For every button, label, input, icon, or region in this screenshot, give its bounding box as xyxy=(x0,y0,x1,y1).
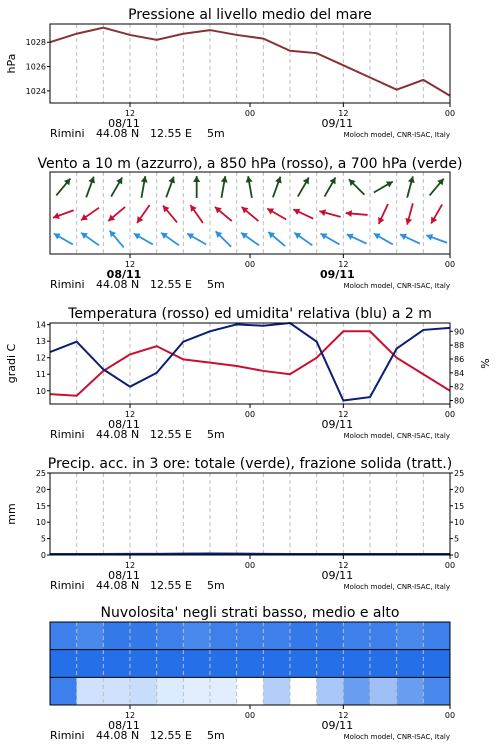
y-tick-label: 10 xyxy=(35,518,46,528)
wind-arrow xyxy=(407,176,415,197)
wind-arrow xyxy=(405,203,413,224)
wind-arrow xyxy=(111,177,122,196)
y-tick-label: 20 xyxy=(35,485,46,495)
wind-arrow xyxy=(347,234,367,244)
cloud-cell xyxy=(210,650,237,678)
footer-longitude: 12.55 E xyxy=(150,579,192,592)
time-tick-label: 12 xyxy=(338,109,349,118)
cloud-cell xyxy=(263,650,290,678)
footer-latitude: 44.08 N xyxy=(96,278,140,291)
chart-title: Nuvolosita' negli strati basso, medio e alto xyxy=(100,605,400,621)
footer-latitude: 44.08 N xyxy=(96,428,140,441)
date-label: 08/11 xyxy=(106,268,142,281)
y-tick-label: 1026 xyxy=(25,62,46,72)
wind-arrow xyxy=(426,234,447,243)
footer-credit: Moloch model, CNR-ISAC, Italy xyxy=(343,432,450,440)
cloud-cell xyxy=(290,622,317,650)
y2-tick-label: 80 xyxy=(454,396,465,406)
date-label: 08/11 xyxy=(108,719,140,732)
cloud-cell xyxy=(103,650,130,678)
y-tick-label: 14 xyxy=(35,320,46,330)
cloud-cell xyxy=(103,677,130,705)
time-tick-label: 00 xyxy=(444,410,456,419)
footer-latitude: 44.08 N xyxy=(96,579,140,592)
wind-arrow xyxy=(54,233,73,244)
wind-arrow xyxy=(267,208,286,219)
time-tick-label: 12 xyxy=(338,260,349,269)
wind-arrow xyxy=(216,231,232,247)
cloud-cell xyxy=(317,677,344,705)
footer-longitude: 12.55 E xyxy=(150,729,192,742)
cloud-cell xyxy=(50,677,77,705)
y2-tick-label: 0 xyxy=(454,551,460,560)
y2-tick-label: 88 xyxy=(454,341,465,351)
time-tick-label: 00 xyxy=(244,410,256,419)
wind-arrow xyxy=(319,209,340,217)
cloud-cell xyxy=(370,650,397,678)
wind-arrow xyxy=(163,206,177,223)
cloud-cell xyxy=(77,622,104,650)
cloud-cell xyxy=(130,677,157,705)
wind-arrow xyxy=(320,233,339,244)
y-axis-label: mm xyxy=(5,503,18,525)
y2-tick-label: 86 xyxy=(454,355,465,364)
cloud-cell xyxy=(290,677,317,705)
pressure-chart xyxy=(5,7,455,140)
wind-arrow xyxy=(430,179,444,196)
time-tick-label: 00 xyxy=(244,109,256,118)
wind-arrow xyxy=(108,207,125,221)
footer-location: Rimini xyxy=(50,278,85,291)
cloud-cell xyxy=(317,622,344,650)
time-tick-label: 12 xyxy=(124,711,136,720)
time-tick-label: 12 xyxy=(124,109,136,118)
plot-frame xyxy=(50,323,450,404)
cloud-cell xyxy=(343,622,370,650)
y-tick-label: 11 xyxy=(35,370,46,380)
time-tick-label: 12 xyxy=(124,410,136,419)
footer-credit: Moloch model, CNR-ISAC, Italy xyxy=(343,282,450,290)
y-tick-label: 1024 xyxy=(25,86,46,96)
cloud-cell xyxy=(343,650,370,678)
footer-location: Rimini xyxy=(50,579,85,592)
footer-location: Rimini xyxy=(50,729,85,742)
wind-arrow xyxy=(242,207,259,221)
wind-arrow xyxy=(137,205,150,223)
footer-latitude: 44.08 N xyxy=(96,127,140,140)
time-tick-label: 00 xyxy=(244,711,256,720)
cloud-cell xyxy=(183,677,210,705)
footer-elevation: 5m xyxy=(207,278,225,291)
footer-longitude: 12.55 E xyxy=(150,127,192,140)
wind-arrow xyxy=(161,233,179,246)
cloud-cell xyxy=(237,622,264,650)
cloud-cell xyxy=(317,650,344,678)
cloud-cell xyxy=(50,622,77,650)
cloud-cell xyxy=(397,622,424,650)
wind-arrow xyxy=(246,176,253,198)
cloud-cell xyxy=(423,650,450,678)
wind-arrow xyxy=(190,205,203,223)
wind-arrow xyxy=(241,233,259,246)
chart-title: Pressione al livello medio del mare xyxy=(128,7,372,23)
cloud-cell xyxy=(263,677,290,705)
cloud-cell xyxy=(237,650,264,678)
wind-arrow xyxy=(294,233,312,246)
wind-arrow xyxy=(81,233,99,246)
footer-location: Rimini xyxy=(50,127,85,140)
wind-arrow xyxy=(298,177,309,196)
footer-location: Rimini xyxy=(50,428,85,441)
footer-credit: Moloch model, CNR-ISAC, Italy xyxy=(343,131,450,139)
wind-arrow xyxy=(268,232,285,246)
cloud-cell xyxy=(157,650,184,678)
y-tick-label: 1028 xyxy=(25,38,46,48)
time-tick-label: 00 xyxy=(444,260,456,269)
y-axis-label: gradi C xyxy=(5,343,18,384)
time-tick-label: 00 xyxy=(244,260,256,269)
wind-arrow xyxy=(378,204,388,224)
cloud-cell xyxy=(370,622,397,650)
footer-credit: Moloch model, CNR-ISAC, Italy xyxy=(343,733,450,741)
date-label: 08/11 xyxy=(108,569,140,582)
cloud-cell xyxy=(157,622,184,650)
time-tick-label: 00 xyxy=(444,109,456,118)
wind-arrow xyxy=(293,209,313,219)
y-axis-label: hPa xyxy=(5,53,18,74)
cloud-cell xyxy=(343,677,370,705)
wind-arrow xyxy=(215,207,232,221)
time-tick-label: 12 xyxy=(124,561,136,570)
precipitation-chart xyxy=(5,456,464,592)
y-tick-label: 25 xyxy=(35,469,46,478)
time-tick-label: 12 xyxy=(338,561,349,570)
cloud-cover-chart xyxy=(50,605,455,742)
time-tick-label: 00 xyxy=(444,561,456,570)
y2-tick-label: 82 xyxy=(454,382,465,392)
y2-tick-label: 15 xyxy=(454,501,465,511)
cloud-cell xyxy=(237,677,264,705)
wind-arrow xyxy=(221,176,228,198)
wind-arrow xyxy=(325,177,336,196)
footer-elevation: 5m xyxy=(207,127,225,140)
plot-frame xyxy=(50,473,450,555)
time-tick-label: 00 xyxy=(244,561,256,570)
time-tick-label: 12 xyxy=(338,711,349,720)
cloud-cell xyxy=(423,622,450,650)
cloud-cell xyxy=(183,622,210,650)
wind-arrow xyxy=(431,204,442,223)
wind-arrow xyxy=(166,177,175,198)
wind-chart xyxy=(37,156,462,291)
wind-arrow xyxy=(86,177,95,198)
cloud-cell xyxy=(183,650,210,678)
y2-tick-label: 20 xyxy=(454,485,465,495)
date-label: 09/11 xyxy=(321,719,354,732)
temperature-humidity-chart xyxy=(5,306,492,441)
wind-arrow xyxy=(193,176,200,198)
y-tick-label: 10 xyxy=(35,386,46,396)
date-label: 09/11 xyxy=(321,418,354,431)
cloud-cell xyxy=(210,622,237,650)
cloud-cell xyxy=(130,650,157,678)
y2-tick-label: 5 xyxy=(454,534,460,544)
time-tick-label: 12 xyxy=(124,260,136,269)
y2-tick-label: 84 xyxy=(454,368,465,378)
temperature-line xyxy=(50,331,450,395)
cloud-cell xyxy=(210,677,237,705)
cloud-cell xyxy=(397,650,424,678)
chart-title: Temperatura (rosso) ed umidita' relativa (blu) a 2 m xyxy=(68,306,432,322)
y2-tick-label: 25 xyxy=(454,469,465,478)
chart-title: Vento a 10 m (azzurro), a 850 hPa (rosso), a 700 hPa (verde) xyxy=(37,156,463,172)
y-tick-label: 15 xyxy=(35,501,46,511)
y-tick-label: 12 xyxy=(35,353,46,363)
cloud-cell xyxy=(157,677,184,705)
y2-tick-label: 90 xyxy=(454,327,465,337)
date-label: 08/11 xyxy=(108,418,140,431)
y2-tick-label: 10 xyxy=(454,518,465,528)
time-tick-label: 12 xyxy=(338,410,349,419)
wind-arrow xyxy=(187,233,206,244)
wind-arrow xyxy=(56,179,70,196)
cloud-cell xyxy=(290,650,317,678)
y-tick-label: 0 xyxy=(40,551,46,560)
y-tick-label: 13 xyxy=(35,337,46,347)
wind-arrow xyxy=(400,234,420,244)
footer-elevation: 5m xyxy=(207,428,225,441)
wind-arrow xyxy=(110,231,124,248)
footer-latitude: 44.08 N xyxy=(96,729,140,742)
wind-arrow xyxy=(374,233,393,244)
wind-arrow xyxy=(134,233,153,244)
footer-credit: Moloch model, CNR-ISAC, Italy xyxy=(343,583,450,591)
y-tick-label: 5 xyxy=(40,534,46,544)
wind-arrow xyxy=(81,208,99,221)
y2-axis-label: % xyxy=(479,358,492,369)
date-label: 09/11 xyxy=(320,268,355,281)
cloud-cell xyxy=(77,650,104,678)
cloud-cell xyxy=(397,677,424,705)
wind-arrow xyxy=(141,176,148,198)
cloud-cell xyxy=(77,677,104,705)
cloud-cell xyxy=(263,622,290,650)
footer-elevation: 5m xyxy=(207,729,225,742)
cloud-cell xyxy=(370,677,397,705)
cloud-cell xyxy=(423,677,450,705)
footer-longitude: 12.55 E xyxy=(150,278,192,291)
cloud-cell xyxy=(130,622,157,650)
date-label: 08/11 xyxy=(108,117,140,130)
wind-arrow xyxy=(374,181,393,192)
chart-title: Precip. acc. in 3 ore: totale (verde), frazione solida (tratt.) xyxy=(47,456,453,472)
wind-arrow xyxy=(53,210,74,219)
humidity-line xyxy=(50,323,450,401)
pressure-line xyxy=(50,28,450,96)
date-label: 09/11 xyxy=(321,117,354,130)
wind-arrow xyxy=(273,177,282,198)
footer-elevation: 5m xyxy=(207,579,225,592)
cloud-cell xyxy=(50,650,77,678)
wind-arrow xyxy=(346,210,368,217)
time-tick-label: 00 xyxy=(444,711,456,720)
date-label: 09/11 xyxy=(321,569,354,582)
footer-longitude: 12.55 E xyxy=(150,428,192,441)
cloud-cell xyxy=(103,622,130,650)
wind-arrow xyxy=(349,179,365,195)
